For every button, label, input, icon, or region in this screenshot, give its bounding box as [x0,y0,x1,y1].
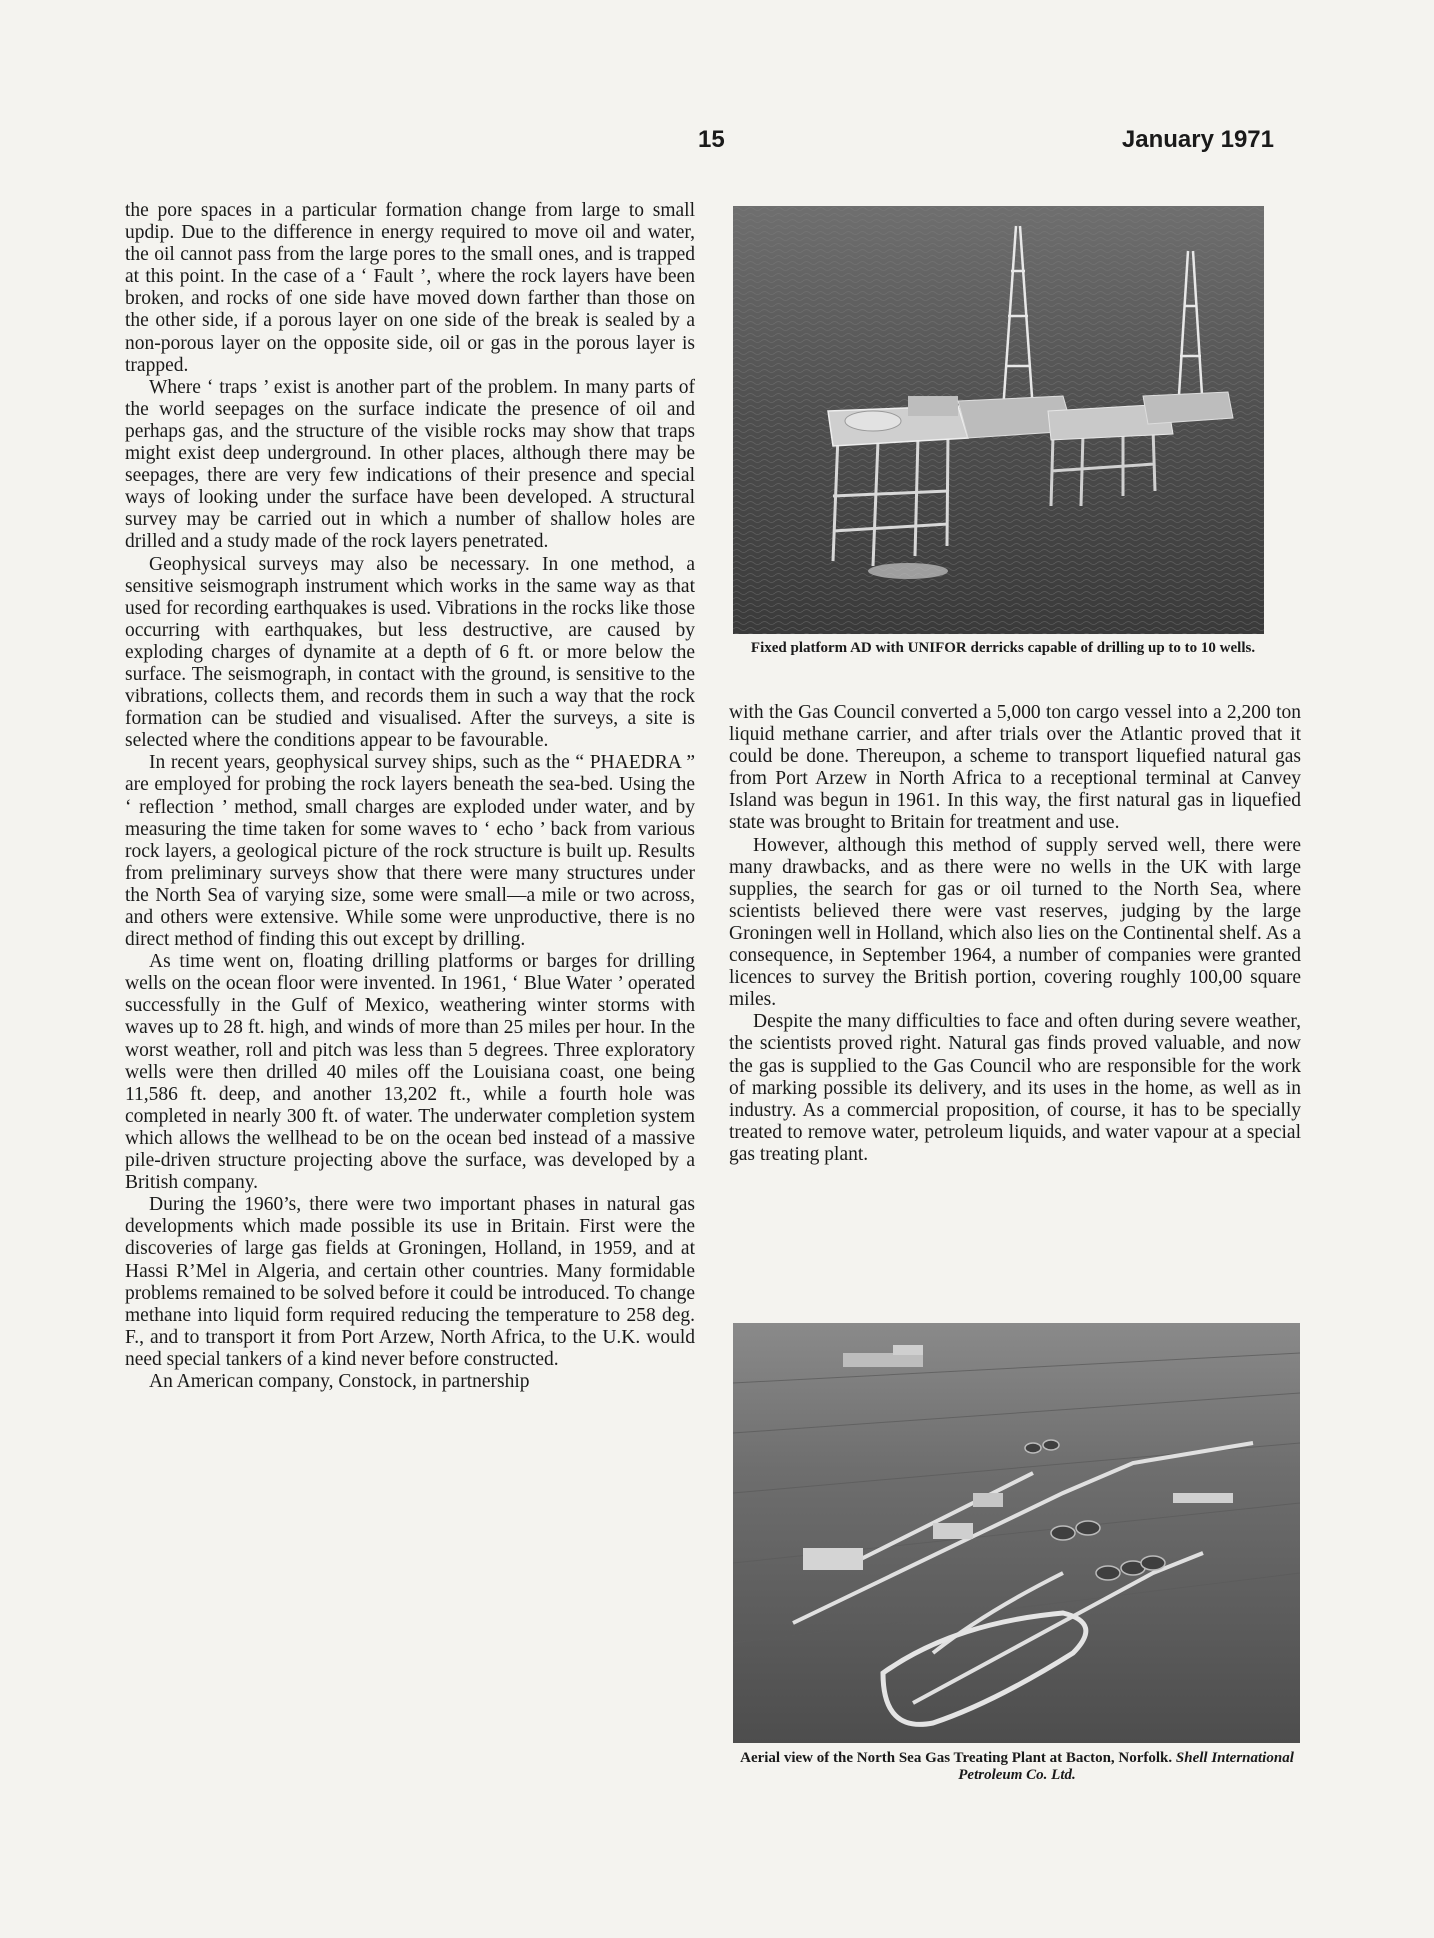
paragraph: Despite the many difficulties to face and often during severe weather, the scientists proved right. Natural gas finds proved valuable, and now the gas is supplied to the Gas Council who are responsible for the work of marking possible its delivery, and its uses in the home, as well as in industry. As a commercial proposition, of course, it has to be specially treated to remove water, petroleum liquids, and water vapour at a special gas treating plant. [729,1011,1301,1165]
rig-photo-caption: Fixed platform AD with UNIFOR derricks capable of drilling up to to 10 wells. [750,640,1256,656]
paragraph: the pore spaces in a particular formation change from large to small updip. Due to the difference in energy required to move oil and water, the oil cannot pass from the large pores to the small ones, and is trapped at this point. In the case of a ‘ Fault ’, where the rock layers have been broken, and rocks of one side have moved down farther than those on the other side, if a porous layer on one side of the break is sealed by a non-porous layer on the opposite side, oil or gas in the porous layer is trapped. [125,200,695,376]
caption-text: Aerial view of the North Sea Gas Treating Plant at Bacton, Norfolk. [740,1750,1173,1766]
paragraph: Geophysical surveys may also be necessary. In one method, a sensitive seismograph instrument which works in the same way as that used for recording earthquakes is used. Vibrations in the rocks like those occurring with earthquakes, but less destructive, are caused by exploding charges of dynamite at a depth of 6 ft. or more below the surface. The seismograph, in contact with the ground, is sensitive to the vibrations, collects them, and records them in such a way that the rock formation can be studied and visualised. After the surveys, a site is selected where the conditions appear to be favourable. [125,553,695,752]
paragraph: In recent years, geophysical survey ships, such as the “ PHAEDRA ” are employed for probing the rock layers beneath the sea-bed. Using the ‘ reflection ’ method, small charges are exploded under water, and by measuring the time taken for some waves to ‘ echo ’ back from various rock layers, a geological picture of the rock structure is built up. Results from preliminary surveys show that there were many structures under the North Sea of varying size, some were small—a mile or two across, and others were extensive. While some were unproductive, there is no direct method of finding this out except by drilling. [125,752,695,951]
right-text-column [729,702,1301,1166]
drilling-platform-photo [733,206,1264,634]
plant-photo-caption [723,1750,1311,1784]
page-number: 15 [698,126,725,153]
paragraph: During the 1960’s, there were two important phases in natural gas developments which made possible its use in Britain. First were the discoveries of large gas fields at Groningen, Holland, in 1959, and at Hassi R’Mel in Algeria, and certain other countries. Many formidable problems remained to be solved before it could be introduced. To change methane into liquid form required reducing the temperature to 258 deg. F., and to transport it from Port Arzew, North Africa, to the U.K. would need special tankers of a kind never before constructed. [125,1194,695,1370]
paragraph: An American company, Constock, in partnership [149,1370,530,1392]
paragraph: with the Gas Council converted a 5,000 ton cargo vessel into a 2,200 ton liquid methane carrier, and after trials over the Atlantic proved that it could be done. Thereupon, a scheme to transport liquefied natural gas from Port Arzew in North Africa to a receptional terminal at Canvey Island was begun in 1961. In this way, the first natural gas in liquefied state was brought to Britain for treatment and use. [729,702,1301,834]
left-text-column [125,200,695,1393]
paragraph: Where ‘ traps ’ exist is another part of the problem. In many parts of the world seepages on the surface indicate the presence of oil and perhaps gas, and the structure of the visible rocks may show that traps might exist deep underground. In other places, although there may be seepages, there are very few indications of their presence and special ways of looking under the surface have been developed. A structural survey may be carried out in which a number of shallow holes are drilled and a study made of the rock layers penetrated. [125,376,695,553]
gas-plant-aerial-photo [733,1323,1300,1743]
paragraph: As time went on, floating drilling platforms or barges for drilling wells on the ocean floor were invented. In 1961, ‘ Blue Water ’ operated successfully in the Gulf of Mexico, weathering winter storms with waves up to 28 ft. high, and winds of more than 25 miles per hour. In the worst weather, roll and pitch was less than 5 degrees. Three exploratory wells were then drilled 40 miles off the Louisiana coast, one being 11,586 ft. deep, and another 13,202 ft., while a fourth hole was completed in nearly 300 ft. of water. The underwater completion system which allows the wellhead to be on the ocean bed instead of a massive pile-driven structure projecting above the surface, was developed by a British company. [125,951,695,1194]
issue-date: January 1971 [1121,126,1274,153]
photo-credit: Shell International Petroleum Co. Ltd. [958,1750,1294,1783]
paragraph: However, although this method of supply served well, there were many drawbacks, and as there were no wells in the UK with large supplies, the search for gas or oil turned to the North Sea, where scientists believed there were vast reserves, judging by the large Groningen well in Holland, which also lies on the Continental shelf. As a consequence, in September 1964, a number of companies were granted licences to survey the British portion, covering roughly 100,00 square miles. [729,834,1301,1011]
